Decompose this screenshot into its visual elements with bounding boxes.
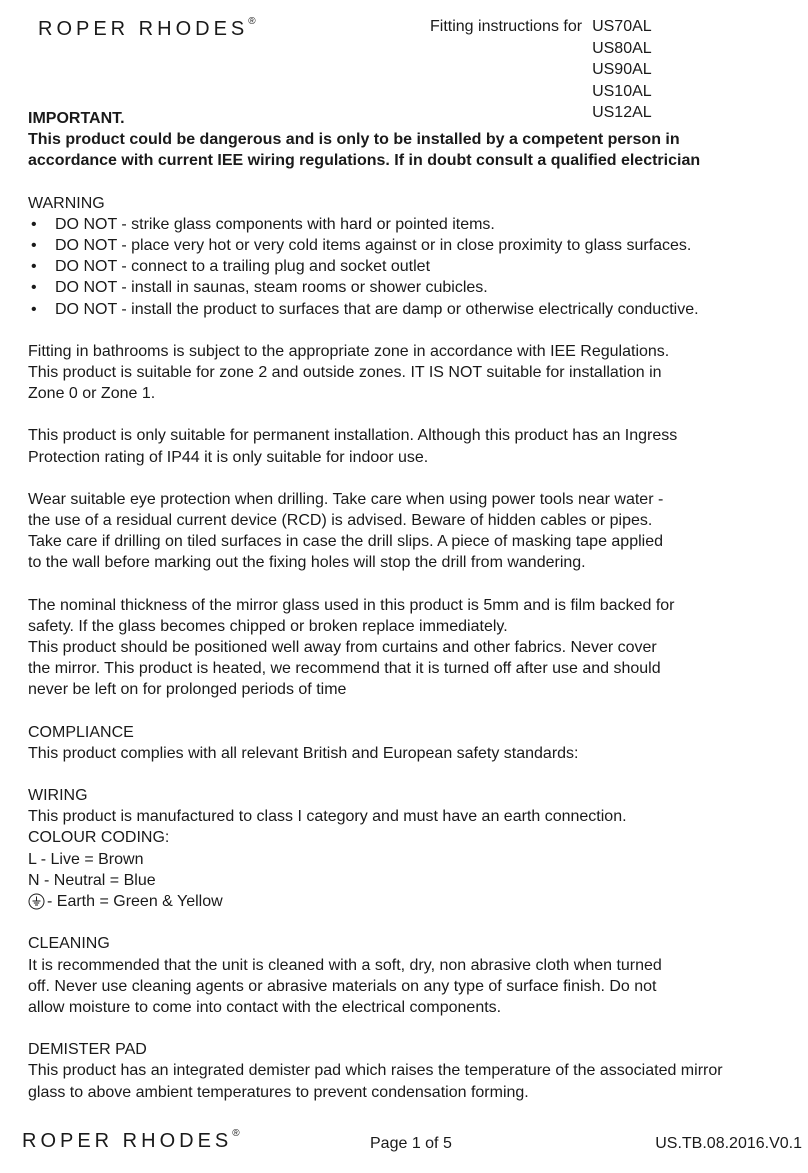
drilling-line: the use of a residual current device (RCD) is advised. Beware of hidden cables or pipes. (28, 512, 653, 530)
bathrooms-line: This product is suitable for zone 2 and outside zones. IT IS NOT suitable for installation in (28, 364, 662, 382)
warning-list (28, 214, 788, 320)
important-line: accordance with current IEE wiring regulations. If in doubt consult a qualified electrician (28, 152, 701, 170)
wiring-text: This product is manufactured to class I category and must have an earth connection. (28, 808, 627, 826)
colour-live: L - Live = Brown (28, 850, 144, 868)
cleaning-title: CLEANING (28, 935, 110, 953)
bathrooms-line: Fitting in bathrooms is subject to the appropriate zone in accordance with IEE Regulations. (28, 342, 670, 360)
warning-item: • DO NOT - connect to a trailing plug and socket outlet (28, 256, 788, 277)
document-reference: US.TB.08.2016.V0.1 (655, 1135, 802, 1152)
brand-name: ROPER RHODES (38, 18, 249, 40)
page-number: Page 1 of 5 (370, 1135, 452, 1152)
warning-item: • DO NOT - install the product to surfaces that are damp or otherwise electrically conductive. (28, 299, 788, 320)
model-number: US90AL (592, 61, 652, 78)
colour-neutral: N - Neutral = Blue (28, 871, 156, 889)
important-line: This product could be dangerous and is only to be installed by a competent person in (28, 131, 680, 149)
drilling-line: Wear suitable eye protection when drilling. Take care when using power tools near water - (28, 490, 664, 508)
glass-line: This product should be positioned well away from curtains and other fabrics. Never cover (28, 639, 657, 657)
warning-item: • DO NOT - strike glass components with hard or pointed items. (28, 214, 788, 235)
compliance-text: This product complies with all relevant British and European safety standards: (28, 744, 579, 762)
glass-line: never be left on for prolonged periods of time (28, 681, 347, 699)
cleaning-line: allow moisture to come into contact with the electrical components. (28, 998, 502, 1016)
cleaning-line: off. Never use cleaning agents or abrasive materials on any type of surface finish. Do not (28, 977, 657, 995)
glass-line: The nominal thickness of the mirror glass used in this product is 5mm and is film backed for (28, 596, 675, 614)
drilling-line: to the wall before marking out the fixing holes will stop the drill from wandering. (28, 554, 586, 572)
bathrooms-line: Zone 0 or Zone 1. (28, 385, 156, 403)
wiring-title: WIRING (28, 787, 88, 805)
warning-title: WARNING (28, 194, 105, 212)
registered-mark: ® (232, 1128, 240, 1139)
drilling-line: Take care if drilling on tiled surfaces in case the drill slips. A piece of masking tape applied (28, 533, 664, 551)
earth-symbol-icon (28, 893, 45, 910)
installation-line: This product is only suitable for permanent installation. Although this product has an Ingress (28, 427, 678, 445)
demister-line: This product has an integrated demister pad which raises the temperature of the associated mirror (28, 1062, 723, 1080)
colour-coding-title: COLOUR CODING: (28, 829, 170, 847)
glass-line: the mirror. This product is heated, we recommend that it is turned off after use and should (28, 660, 661, 678)
model-number: US10AL (592, 82, 652, 100)
brand-logo-footer (22, 1130, 240, 1153)
colour-earth: - Earth = Green & Yellow (47, 893, 223, 911)
demister-line: glass to above ambient temperatures to prevent condensation forming. (28, 1083, 529, 1101)
brand-logo-header (38, 18, 256, 41)
model-number: US12AL (592, 104, 652, 121)
brand-name: ROPER RHODES (22, 1130, 233, 1152)
compliance-title: COMPLIANCE (28, 723, 134, 741)
fitting-label: Fitting instructions for (430, 18, 583, 35)
colour-earth-row (28, 891, 788, 912)
warning-item: • DO NOT - install in saunas, steam rooms or shower cubicles. (28, 277, 788, 298)
installation-line: Protection rating of IP44 it is only suitable for indoor use. (28, 448, 429, 466)
glass-line: safety. If the glass becomes chipped or broken replace immediately. (28, 617, 508, 635)
model-number: US80AL (592, 39, 652, 57)
cleaning-line: It is recommended that the unit is cleaned with a soft, dry, non abrasive cloth when turned (28, 956, 662, 974)
warning-item: • DO NOT - place very hot or very cold items against or in close proximity to glass surfaces. (28, 235, 788, 256)
demister-title: DEMISTER PAD (28, 1041, 147, 1059)
document-body (28, 108, 788, 1103)
registered-mark: ® (248, 16, 256, 27)
model-number: US70AL (592, 18, 652, 35)
important-title: IMPORTANT. (28, 110, 125, 127)
